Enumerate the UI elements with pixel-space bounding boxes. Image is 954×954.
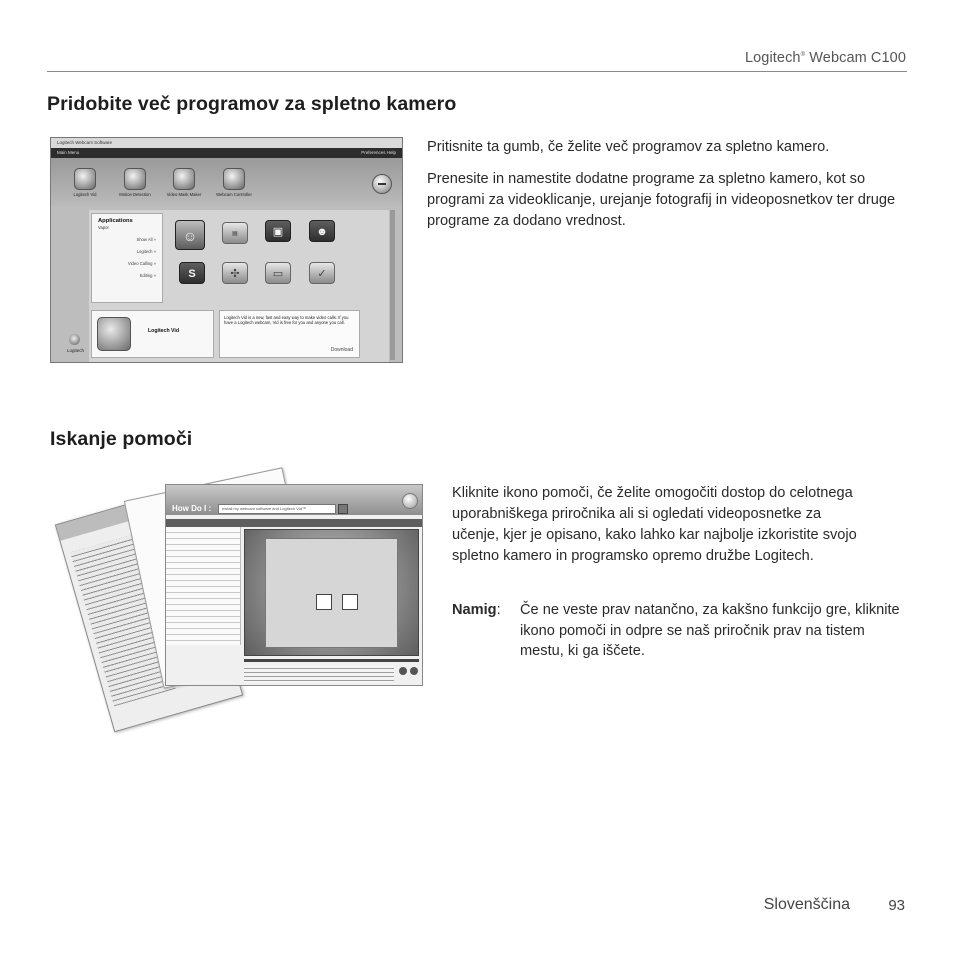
section2-text: [452, 483, 872, 578]
motion-detection-icon: [124, 168, 146, 190]
description-text: Logitech Vid is a new, fast and easy way to make video calls. If you have a Logitech webcam, Vid is free for you and anyone you call.: [224, 315, 349, 325]
apps-link: Show All »: [136, 237, 156, 242]
featured-app-card: [91, 310, 214, 358]
help-query-box: Install my webcam software and Logitech Vid™: [218, 504, 336, 514]
app-icon-post: ▤: [222, 222, 248, 244]
help-close-icon: [402, 493, 418, 509]
apps-link: Logitech »: [136, 249, 156, 254]
applications-card: [91, 213, 163, 303]
paragraph: Kliknite ikono pomoči, če želite omogočiti dostop do celotnega uporabniškega priročnika ali si ogledati videoposnetke za učenje, kjer je opisano, kako lahko kar najbolje izkoristite svojo spletno kamero in programsko opremo družbe Logitech.: [452, 485, 857, 564]
video-call-icon: [316, 594, 332, 610]
download-link: Download: [330, 347, 353, 353]
tip-colon: :: [496, 602, 501, 618]
toolbar-label: Motion Detection: [119, 192, 151, 197]
header-brand: [745, 50, 906, 66]
webcam-controller-icon: [223, 168, 245, 190]
help-video-stage: [244, 529, 419, 656]
registered-mark: ®: [800, 52, 806, 59]
app-icon-puzzle: ✣: [222, 262, 248, 284]
section1-text: [427, 137, 907, 243]
help-screenshot-collage: [60, 462, 425, 737]
footer-language: Slovenščina: [763, 896, 850, 913]
section-title-more-apps: Pridobite več programov za spletno kamero: [47, 93, 457, 115]
toolbar-label: Video Mask Maker: [166, 192, 202, 197]
applications-title: Applications: [98, 218, 133, 224]
page-number: 93: [888, 897, 905, 914]
paragraph: Pritisnite ta gumb, če želite več programov za spletno kamero.: [427, 139, 830, 155]
menu-right-links: Preferences Help: [361, 150, 396, 155]
video-progress-bar: [244, 659, 419, 662]
app-icon-masks: ☻: [309, 220, 335, 242]
section-title-help: Iskanje pomoči: [50, 428, 193, 450]
window-title: Logitech Webcam Software: [51, 138, 402, 148]
help-window: [165, 484, 423, 686]
vid-icon: [74, 168, 96, 190]
app-icon-tools: ✓: [309, 262, 335, 284]
help-go-button: [338, 504, 348, 514]
featured-app-name: Logitech Vid: [148, 328, 180, 334]
apps-link: Video Calling »: [127, 261, 156, 266]
next-icon: [410, 667, 418, 675]
toolbar-label: Logitech Vid: [73, 192, 97, 197]
toolbar-label: Webcam Controller: [216, 192, 252, 197]
tip-text: Če ne veste prav natančno, za kakšno funkcijo gre, kliknite ikono pomoči in odpre se naš priročnik prav na tistem mestu, ki ga iščete.: [520, 602, 900, 659]
help-notes: [244, 665, 394, 683]
featured-app-description: [219, 310, 360, 358]
menu-bar: [51, 148, 402, 158]
paragraph: Prenesite in namestite dodatne programe za spletno kamero, kot so programi za videoklicanje, urejanje fotografij in videoposnetkov ter druge programe za dodano vrednost.: [427, 171, 896, 229]
header-rule: [47, 71, 907, 72]
logo-text: Logitech: [67, 348, 85, 353]
product-name: Webcam C100: [805, 50, 906, 66]
app-icon-vid: ☺: [175, 220, 205, 250]
how-do-label: How Do I :: [172, 504, 212, 513]
get-more-apps-button: [372, 174, 392, 194]
apps-link: Editing »: [139, 273, 156, 278]
phone-icon: [342, 594, 358, 610]
help-toc-list: [166, 527, 241, 645]
applications-subtitle: Vapor: [98, 225, 109, 230]
prev-icon: [399, 667, 407, 675]
tip-block: [452, 600, 907, 662]
app-icon-camera: ▣: [265, 220, 291, 242]
tip-label: Namig: [452, 602, 497, 618]
main-menu-label: Main Menu: [57, 150, 80, 155]
software-screenshot: [50, 137, 403, 363]
brand-name: Logitech: [744, 50, 801, 66]
video-mask-icon: [173, 168, 195, 190]
app-icon-messenger: ▭: [265, 262, 291, 284]
logitech-logo-icon: [69, 334, 80, 345]
app-icon-skype: S: [179, 262, 205, 284]
vid-avatar-icon: [97, 317, 131, 351]
scrollbar: [390, 210, 395, 360]
